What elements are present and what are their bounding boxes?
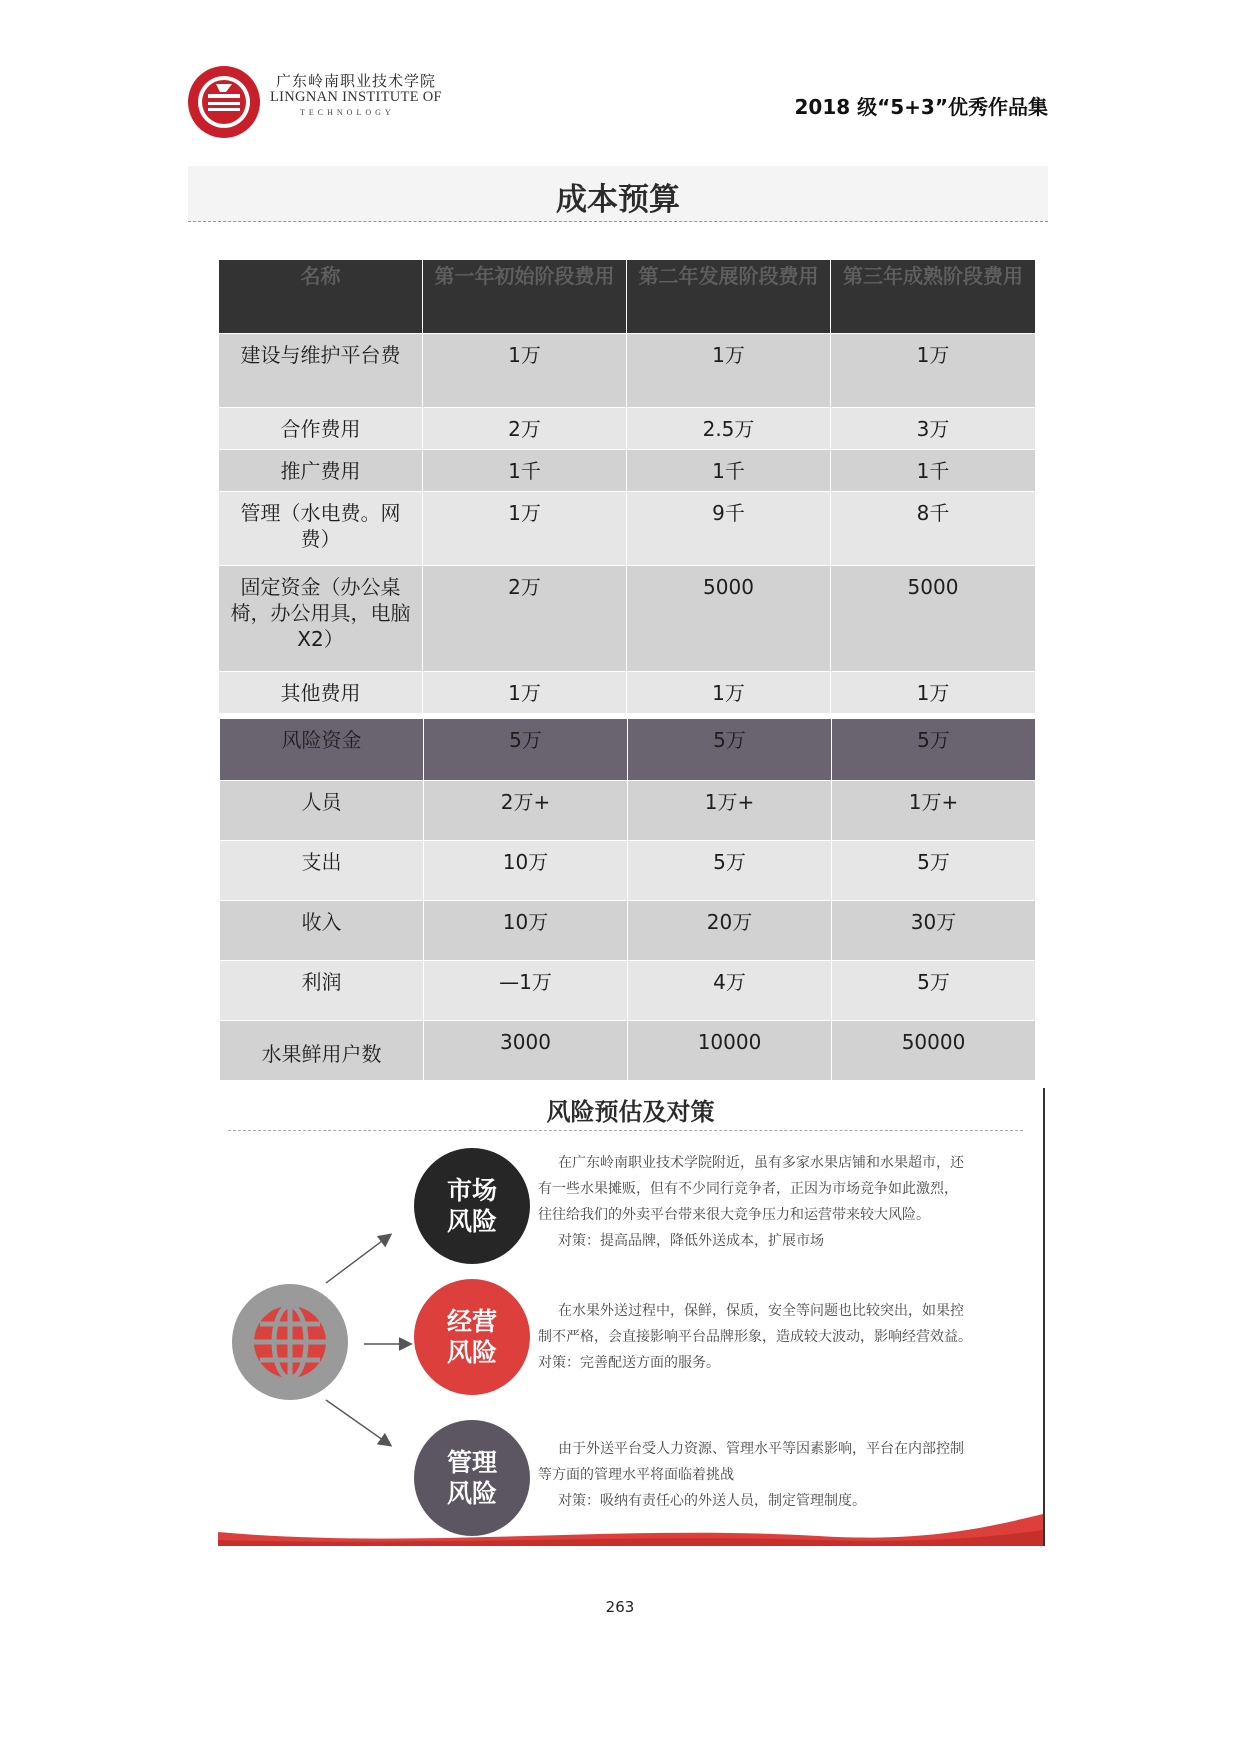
table-cell: 5000: [627, 566, 831, 672]
table-cell: 1万: [831, 334, 1036, 408]
decorative-wave: [218, 1510, 1043, 1546]
column-header: 第一年初始阶段费用: [423, 260, 627, 334]
risk-panel: [218, 1088, 1045, 1546]
table-row: [219, 672, 1036, 714]
management-risk-label: 风险: [446, 1479, 497, 1508]
collection-title: 2018 级“5+3”优秀作品集: [794, 95, 1048, 119]
countermeasure-line: 对策：吸纳有责任心的外送人员，制定管理制度。: [558, 1493, 866, 1509]
table-row: [220, 1021, 1036, 1081]
operation-risk-circle: [414, 1279, 530, 1395]
table-cell: 3万: [831, 408, 1036, 450]
management-risk-text: [538, 1436, 1038, 1514]
globe-badge: [232, 1284, 348, 1400]
table-cell: 1万: [423, 672, 627, 714]
market-risk-circle: [414, 1148, 530, 1264]
table-cell: 推广费用: [219, 450, 423, 492]
text-line: 在水果外送过程中，保鲜，保质，安全等问题也比较突出，如果控: [558, 1303, 964, 1319]
text-line: 由于外送平台受人力资源、管理水平等因素影响，平台在内部控制: [558, 1441, 964, 1457]
risk-title: 风险预估及对策: [546, 1098, 715, 1126]
table-row: [220, 719, 1036, 781]
table-cell: 3000: [424, 1021, 628, 1081]
table-cell: 5万: [628, 841, 832, 901]
table-cell: 5万: [628, 719, 832, 781]
table-cell: 建设与维护平台费: [219, 334, 423, 408]
table-cell: 5万: [424, 719, 628, 781]
table-cell: 1千: [831, 450, 1036, 492]
table-row: [220, 781, 1036, 841]
table-cell: 9千: [627, 492, 831, 566]
table-cell: 8千: [831, 492, 1036, 566]
table-cell: 30万: [832, 901, 1036, 961]
management-risk-label: 管理: [446, 1448, 497, 1477]
budget-title-banner: [188, 166, 1048, 222]
table-cell: 2.5万: [627, 408, 831, 450]
table-cell: 4万: [628, 961, 832, 1021]
column-header: 第二年发展阶段费用: [627, 260, 831, 334]
budget-table-continued: [219, 718, 1036, 1081]
table-header-row: [219, 260, 1036, 334]
table-cell: —1万: [424, 961, 628, 1021]
table-cell: 10000: [628, 1021, 832, 1081]
text-line: 在广东岭南职业技术学院附近，虽有多家水果店铺和水果超市，还: [558, 1155, 964, 1171]
table-cell: 合作费用: [219, 408, 423, 450]
table-row: [220, 901, 1036, 961]
globe-icon: [232, 1284, 348, 1400]
text-line: 往往给我们的外卖平台带来很大竞争压力和运营带来较大风险。: [538, 1207, 930, 1223]
text-line: 有一些水果摊贩，但有不少同行竞争者，正因为市场竞争如此激烈，: [538, 1181, 958, 1197]
text-line: 制不严格，会直接影响平台品牌形象，造成较大波动，影响经营效益。: [538, 1329, 972, 1345]
table-cell: 2万: [423, 566, 627, 672]
table-cell: 1万: [627, 672, 831, 714]
table-row: [219, 492, 1036, 566]
countermeasure-line: 对策：完善配送方面的服务。: [538, 1355, 720, 1371]
table-cell: 1万+: [628, 781, 832, 841]
market-risk-label: 风险: [446, 1207, 497, 1236]
operation-risk-label: 风险: [446, 1338, 497, 1367]
column-header: 第三年成熟阶段费用: [831, 260, 1036, 334]
table-cell: 管理（水电费。网费）: [219, 492, 423, 566]
table-cell: 2万+: [424, 781, 628, 841]
table-cell: 1万: [831, 672, 1036, 714]
countermeasure-line: 对策：提高品牌，降低外送成本，扩展市场: [558, 1233, 824, 1249]
market-risk-label: 市场: [446, 1176, 497, 1205]
table-row: [219, 450, 1036, 492]
budget-table: [218, 259, 1036, 714]
table-cell: 固定资金（办公桌椅，办公用具，电脑X2）: [219, 566, 423, 672]
table-row: [219, 408, 1036, 450]
table-cell: 2万: [423, 408, 627, 450]
table-cell: 人员: [220, 781, 424, 841]
column-header: 名称: [219, 260, 423, 334]
table-cell: 5万: [832, 719, 1036, 781]
table-cell: 1万: [423, 334, 627, 408]
table-cell: 利润: [220, 961, 424, 1021]
table-row: [220, 961, 1036, 1021]
divider: [188, 221, 1048, 222]
table-cell: 1万: [423, 492, 627, 566]
school-name-en: LINGNAN INSTITUTE OF: [270, 89, 442, 105]
school-logo: [186, 64, 262, 140]
table-cell: 1万+: [832, 781, 1036, 841]
budget-title: 成本预算: [556, 182, 680, 218]
table-cell: 10万: [424, 901, 628, 961]
table-cell: 50000: [832, 1021, 1036, 1081]
school-name-cn: 广东岭南职业技术学院: [276, 72, 437, 90]
table-row: [220, 841, 1036, 901]
table-cell: 风险资金: [220, 719, 424, 781]
text-line: 等方面的管理水平将面临着挑战: [538, 1467, 734, 1483]
table-cell: 其他费用: [219, 672, 423, 714]
table-cell: 1千: [423, 450, 627, 492]
table-cell: 收入: [220, 901, 424, 961]
table-row: [219, 566, 1036, 672]
table-row: [219, 334, 1036, 408]
table-cell: 20万: [628, 901, 832, 961]
table-cell: 5万: [832, 841, 1036, 901]
table-cell: 5万: [832, 961, 1036, 1021]
table-cell: 1万: [627, 334, 831, 408]
table-cell: 水果鲜用户数: [220, 1021, 424, 1081]
school-name-en-sub: TECHNOLOGY: [300, 108, 395, 117]
page-number: 263: [605, 1598, 635, 1616]
operation-risk-label: 经营: [446, 1307, 497, 1336]
table-cell: 10万: [424, 841, 628, 901]
table-cell: 5000: [831, 566, 1036, 672]
table-cell: 支出: [220, 841, 424, 901]
market-risk-text: [538, 1150, 1038, 1254]
operation-risk-text: [538, 1298, 1038, 1376]
table-cell: 1千: [627, 450, 831, 492]
